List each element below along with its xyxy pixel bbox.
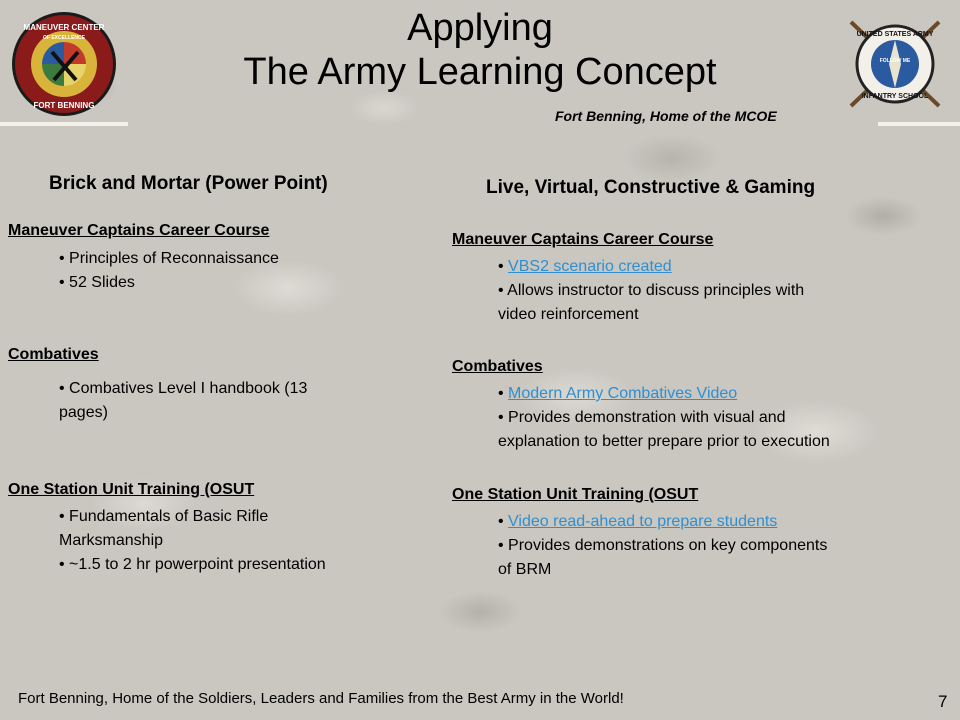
maneuver-center-logo (10, 10, 118, 118)
list-item-continued: video reinforcement (498, 306, 639, 323)
list-item: • Allows instructor to discuss principles with (498, 282, 805, 299)
logo-left-top-text: MANEUVER CENTER (23, 23, 105, 32)
page-subtitle: Fort Benning, Home of the MCOE (555, 108, 777, 124)
title-line-2: The Army Learning Concept (243, 51, 717, 93)
list-item: • ~1.5 to 2 hr powerpoint presentation (59, 556, 326, 573)
infantry-school-logo (845, 14, 945, 114)
right-section-osut-title: One Station Unit Training (OSUT (452, 486, 699, 503)
list-item-text: Fundamentals of Basic Rifle (69, 508, 269, 525)
header-rule-right (878, 122, 960, 126)
page-number: 7 (938, 692, 948, 711)
list-item-text: ~1.5 to 2 hr powerpoint presentation (69, 556, 326, 573)
list-item: • VBS2 scenario created (498, 258, 672, 275)
right-column-heading: Live, Virtual, Constructive & Gaming (486, 177, 816, 198)
list-item-text: 52 Slides (69, 274, 135, 291)
list-item-text: Combatives Level I handbook (13 (69, 380, 308, 397)
list-item: • Principles of Reconnaissance (59, 250, 279, 267)
list-item-continued: explanation to better prepare prior to execution (498, 433, 830, 450)
logo-left-bottom-text: FORT BENNING (33, 101, 95, 110)
logo-right-top-text: UNITED STATES ARMY (856, 31, 934, 38)
list-item-continued: pages) (59, 404, 108, 421)
list-item: • Modern Army Combatives Video (498, 385, 738, 402)
title-line-1: Applying (407, 7, 553, 49)
logo-right-center-text: FOLLOW ME (879, 58, 911, 64)
combatives-video-link[interactable]: Modern Army Combatives Video (508, 385, 738, 402)
page-title (180, 6, 780, 94)
right-section-mccc-title: Maneuver Captains Career Course (452, 231, 714, 248)
left-section-osut-title: One Station Unit Training (OSUT (8, 481, 255, 498)
left-column-heading: Brick and Mortar (Power Point) (49, 173, 328, 194)
logo-right-bottom-text: INFANTRY SCHOOL (861, 93, 929, 100)
list-item-text: Allows instructor to discuss principles with (507, 282, 805, 299)
right-section-combatives-title: Combatives (452, 358, 543, 375)
vbs2-scenario-link[interactable]: VBS2 scenario created (508, 258, 672, 275)
header-rule-left (0, 122, 128, 126)
list-item-text: Provides demonstration with visual and (508, 409, 786, 426)
list-item: • Video read-ahead to prepare students (498, 513, 778, 530)
list-item-continued: of BRM (498, 561, 552, 578)
list-item: • Fundamentals of Basic Rifle (59, 508, 269, 525)
list-item: • 52 Slides (59, 274, 135, 291)
list-item-text: Principles of Reconnaissance (69, 250, 279, 267)
list-item: • Combatives Level I handbook (13 (59, 380, 308, 397)
left-section-mccc-title: Maneuver Captains Career Course (8, 222, 270, 239)
list-item-text: Provides demonstrations on key components (508, 537, 828, 554)
video-read-ahead-link[interactable]: Video read-ahead to prepare students (508, 513, 778, 530)
list-item: • Provides demonstration with visual and (498, 409, 786, 426)
list-item: • Provides demonstrations on key components (498, 537, 828, 554)
footer-text: Fort Benning, Home of the Soldiers, Leaders and Families from the Best Army in the World! (18, 690, 624, 707)
logo-left-sub-text: OF EXCELLENCE (43, 35, 85, 41)
list-item-continued: Marksmanship (59, 532, 164, 549)
left-section-combatives-title: Combatives (8, 346, 99, 363)
